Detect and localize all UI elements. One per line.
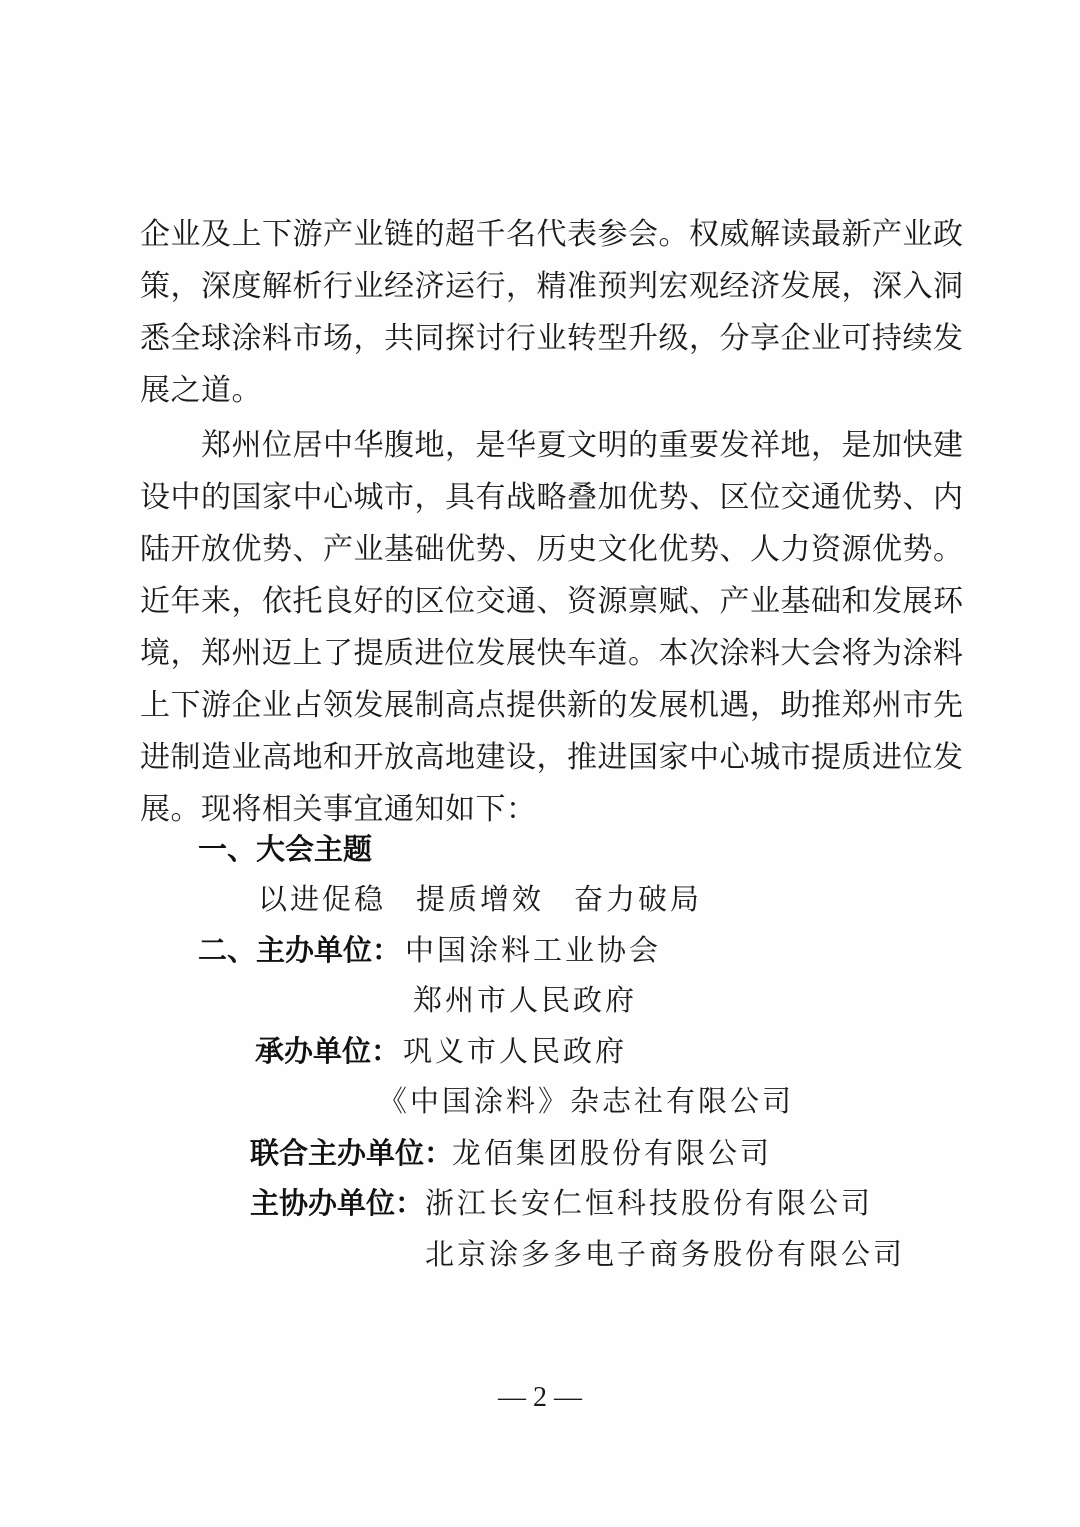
paragraph-line: 策，深度解析行业经济运行，精准预判宏观经济发展，深入洞 <box>140 269 964 304</box>
label-organizers: 承办单位： <box>255 1034 401 1068</box>
paragraph-line: 近年来，依托良好的区位交通、资源禀赋、产业基础和发展环 <box>140 584 964 619</box>
paragraph-line: 陆开放优势、产业基础优势、历史文化优势、人力资源优势。 <box>140 532 964 567</box>
organizer-org: 巩义市人民政府 <box>403 1034 628 1068</box>
host-org: 郑州市人民政府 <box>413 983 638 1017</box>
paragraph-line: 悉全球涂料市场，共同探讨行业转型升级，分享企业可持续发 <box>140 321 964 356</box>
organizer-org: 《中国涂料》杂志社有限公司 <box>378 1084 795 1118</box>
cohost-org: 龙佰集团股份有限公司 <box>452 1136 773 1170</box>
paragraph-line: 进制造业高地和开放高地建设，推进国家中心城市提质进位发 <box>140 740 964 775</box>
section-heading-hosts: 二、主办单位： <box>198 933 402 967</box>
label-cohosts: 联合主办单位： <box>250 1136 454 1170</box>
paragraph-line: 设中的国家中心城市，具有战略叠加优势、区位交通优势、内 <box>140 480 964 515</box>
theme-phrase: 以进促稳 <box>258 882 387 916</box>
host-org: 中国涂料工业协会 <box>405 933 662 967</box>
paragraph-line: 企业及上下游产业链的超千名代表参会。权威解读最新产业政 <box>140 217 964 252</box>
page-number: — 2 — <box>498 1382 582 1413</box>
paragraph-line: 展。现将相关事宜通知如下： <box>140 792 537 827</box>
section-heading-theme: 一、大会主题 <box>198 832 373 866</box>
paragraph-line: 境，郑州迈上了提质进位发展快车道。本次涂料大会将为涂料 <box>140 636 964 671</box>
coorganizer-org: 北京涂多多电子商务股份有限公司 <box>425 1237 906 1271</box>
paragraph-line: 上下游企业占领发展制高点提供新的发展机遇，助推郑州市先 <box>140 688 964 723</box>
theme-phrase: 提质增效 <box>416 882 545 916</box>
conference-theme <box>258 879 702 919</box>
coorganizer-org: 浙江长安仁恒科技股份有限公司 <box>425 1186 874 1220</box>
paragraph-line: 郑州位居中华腹地，是华夏文明的重要发祥地，是加快建 <box>140 428 964 463</box>
theme-phrase: 奋力破局 <box>574 882 703 916</box>
label-coorganizers: 主协办单位： <box>250 1186 425 1220</box>
paragraph-line: 展之道。 <box>140 373 262 408</box>
